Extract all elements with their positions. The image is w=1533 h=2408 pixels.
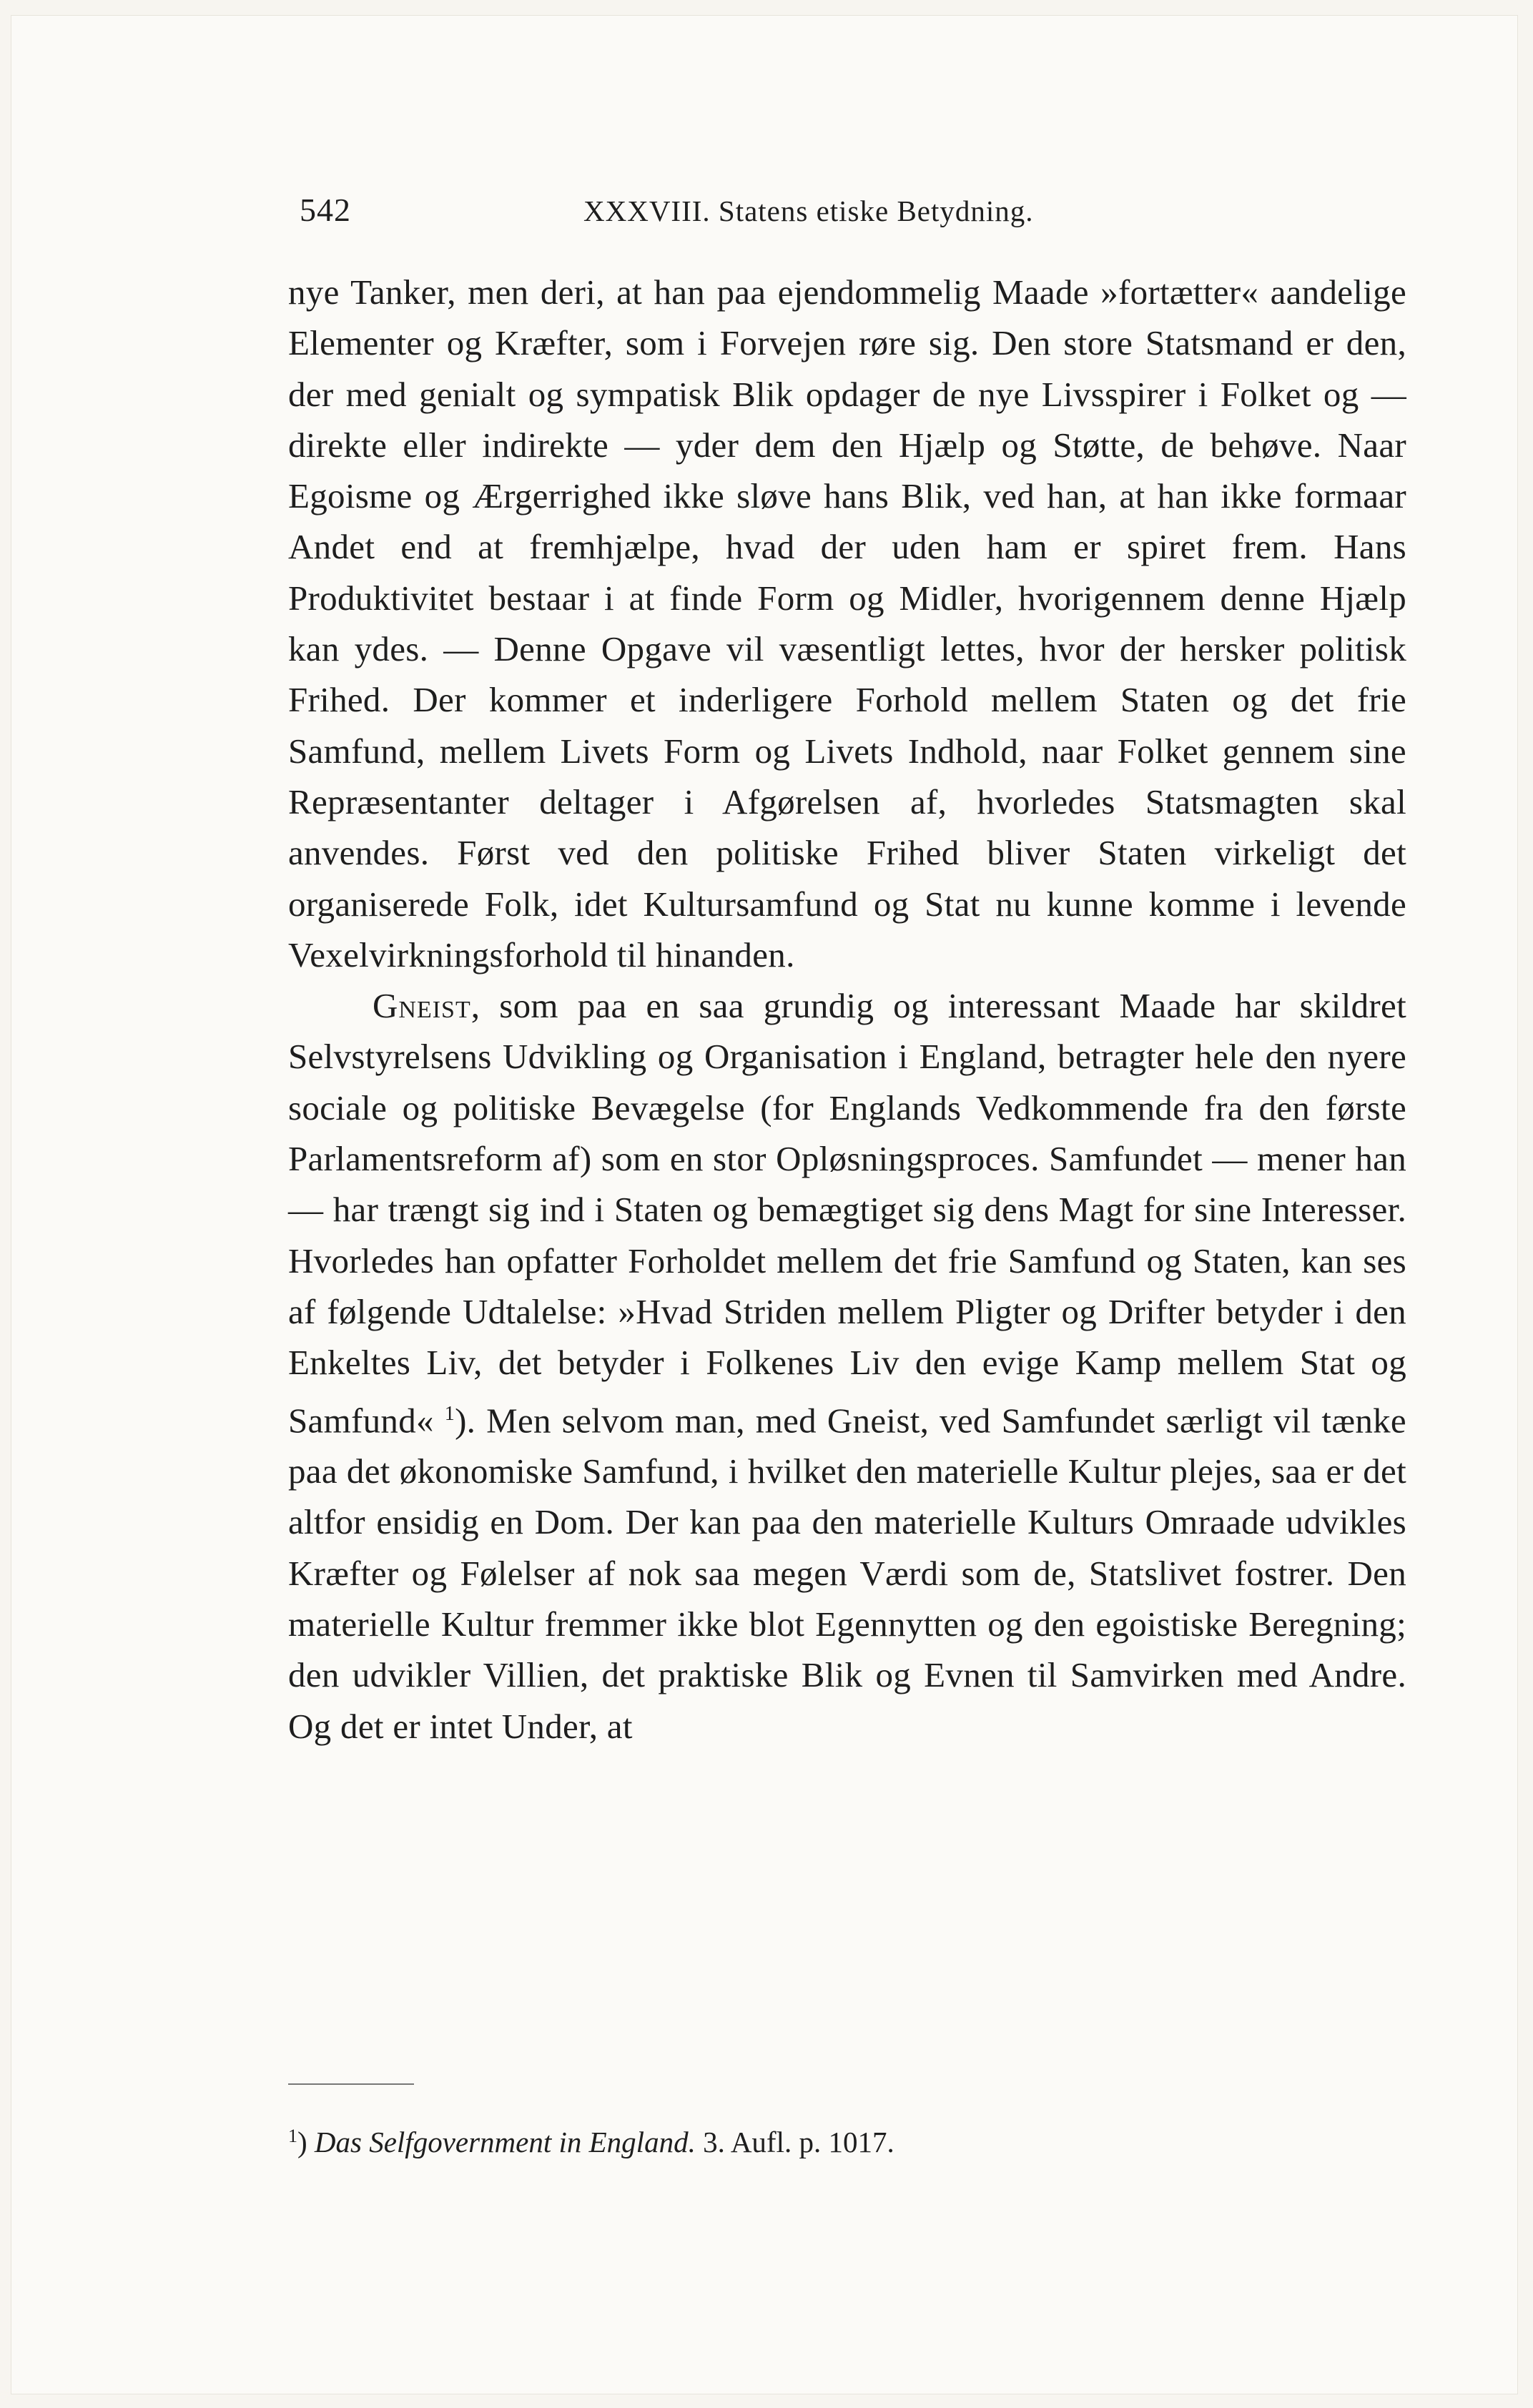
paragraph-2 — [288, 980, 1406, 1752]
footnote-rule — [288, 2083, 414, 2085]
footnote-marker: 1 — [288, 2126, 297, 2146]
footnote-reference: 1 — [444, 1402, 455, 1425]
footnote-paren: ) — [297, 2126, 307, 2158]
paragraph-1: nye Tanker, men deri, at han paa ejendommelig Maade »fortætter« aandelige Elementer og Kræfter, som i Forvejen røre sig. Den store Statsmand er den, der med genialt og sympatisk Blik opdager de nye Livsspirer i Folket og — direkte eller indirekte — yder dem den Hjælp og Støtte, de behøve. Naar Egoisme og Ærgerrighed ikke sløve hans Blik, ved han, at han ikke formaar Andet end at fremhjælpe, hvad der uden ham er spiret frem. Hans Produktivitet bestaar i at finde Form og Midler, hvorigennem denne Hjælp kan ydes. — Denne Opgave vil væsentligt lettes, hvor der hersker politisk Frihed. Der kommer et inderligere Forhold mellem Staten og det frie Samfund, mellem Livets Form og Livets Indhold, naar Folket gennem sine Repræsentanter deltager i Afgørelsen af, hvorledes Statsmagten skal anvendes. Først ved den politiske Frihed bliver Staten virkeligt det organiserede Folk, idet Kultursamfund og Stat nu kunne komme i levende Vexelvirkningsforhold til hinanden. — [288, 272, 1406, 974]
paragraph-2-text: , som paa en saa grundig og interessant Maade har skildret Selvstyrelsens Udvikling og Organisation i England, betragter hele den nyere sociale og politiske Bevægelse (for Englands Vedkommende fra den første Parlamentsreform af) som en stor Opløsningsproces. Samfundet — mener han — har trængt sig ind i Staten og bemægtiget sig dens Magt for sine Interesser. Hvorledes han opfatter Forholdet mellem det frie Samfund og Staten, kan ses af følgende Udtalelse: »Hvad Striden mellem Pligter og Drifter betyder i den Enkeltes Liv, det betyder i Folkenes Liv den evige Kamp mellem Stat og Samfund« — [288, 986, 1406, 1440]
page-number: 542 — [300, 192, 351, 228]
footnote-title: Das Selfgovernment in England. — [314, 2126, 696, 2158]
author-name: Gneist — [373, 986, 471, 1026]
running-title: XXXVIII. Statens etiske Betydning. — [583, 194, 1034, 227]
page-header — [300, 191, 1391, 234]
footnote-details: 3. Aufl. p. 1017. — [703, 2126, 894, 2158]
paragraph-2-tail: ). Men selvom man, med Gneist, ved Samfundet særligt vil tænke paa det økonomiske Samfund, i hvilket den materielle Kultur plejes, saa er det altfor ensidig en Dom. Der kan paa den materielle Kulturs Omraade udvikles Kræfter og Følelser af nok saa megen Værdi som de, Statslivet fostrer. Den materielle Kultur fremmer ikke blot Egennytten og den egoistiske Beregning; den udvikler Villien, det praktiske Blik og Evnen til Samvirken med Andre. Og det er intet Under, at — [288, 1400, 1406, 1746]
body-text — [288, 267, 1406, 1752]
footnote — [288, 2116, 1406, 2162]
